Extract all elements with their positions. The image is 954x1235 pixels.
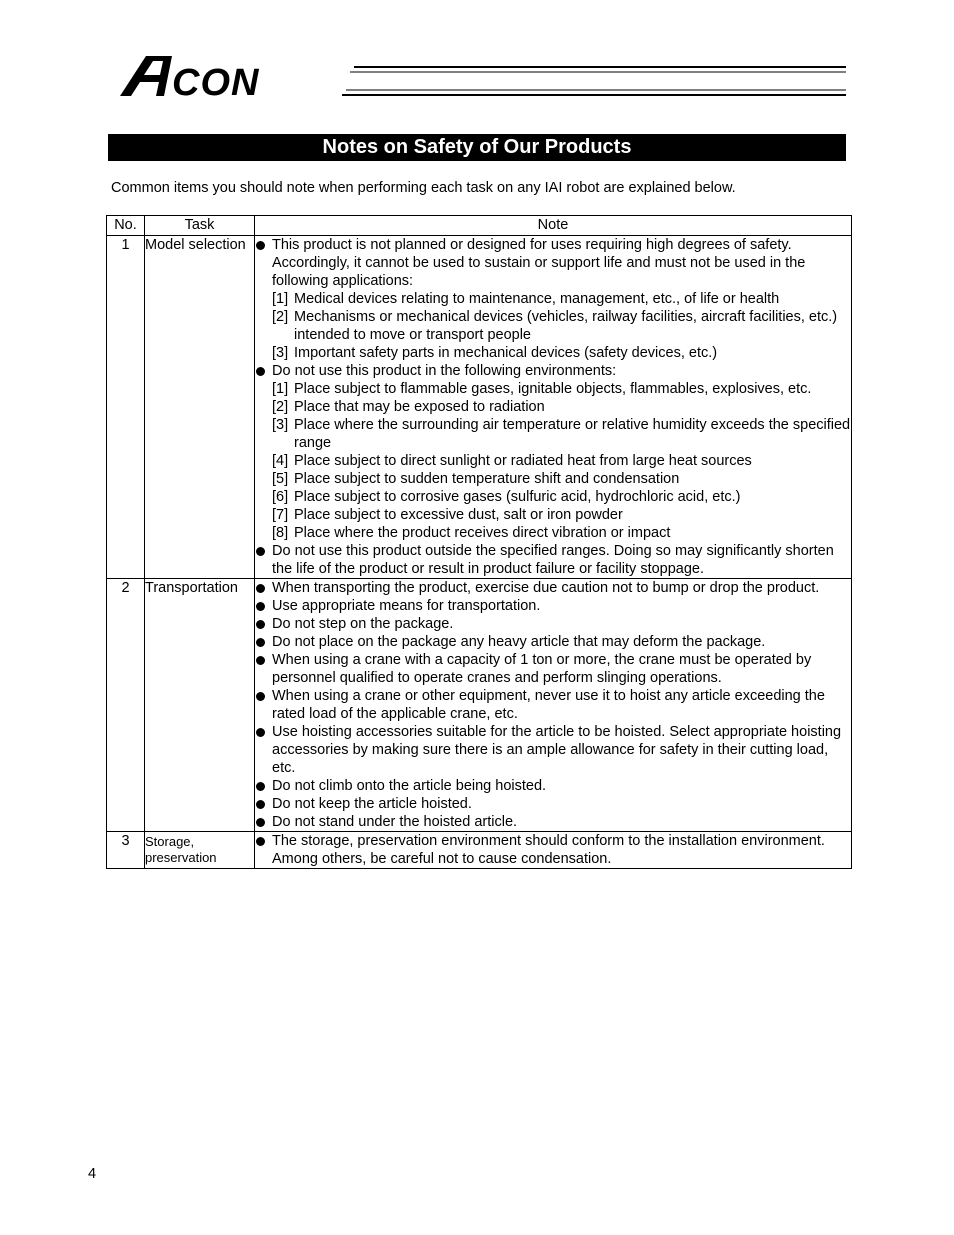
subitem-text: Medical devices relating to maintenance, management, etc., of life or health <box>294 291 780 307</box>
table-row <box>107 832 852 869</box>
subitem-text: Place that may be exposed to radiation <box>294 399 545 415</box>
note-bullet <box>255 813 851 831</box>
bullet-text: Do not keep the article hoisted. <box>272 796 472 812</box>
subitem-number: [6] <box>272 489 289 505</box>
header-rule <box>342 66 846 96</box>
subitem-text: Place subject to sudden temperature shift and condensation <box>294 471 680 487</box>
bullet-text: When using a crane or other equipment, never use it to hoist any article exceeding the rated load of the applicable crane, etc. <box>272 688 825 722</box>
note-subitem <box>255 506 851 524</box>
subitem-number: [1] <box>272 291 289 307</box>
subitem-number: [2] <box>272 309 289 325</box>
subitem-text: Place where the surrounding air temperature or relative humidity exceeds the specified range <box>294 417 851 451</box>
note-subitem <box>255 452 851 470</box>
bullet-text: Do not step on the package. <box>272 616 454 632</box>
subitem-number: [1] <box>272 381 289 397</box>
note-subitem <box>255 344 851 362</box>
subitem-text: Mechanisms or mechanical devices (vehicles, railway facilities, aircraft facilities, etc.) intended to move or transport people <box>294 309 838 343</box>
table-header-row <box>107 216 852 236</box>
bullet-text: Do not place on the package any heavy article that may deform the package. <box>272 634 766 650</box>
note-subitem <box>255 470 851 488</box>
row-task: Model selection <box>145 236 255 579</box>
bullet-dot-icon <box>256 782 265 791</box>
note-subitem <box>255 524 851 542</box>
subitem-number: [8] <box>272 525 289 541</box>
bullet-text: Do not use this product outside the specified ranges. Doing so may significantly shorten the life of the product or result in product failure or facility stoppage. <box>272 543 834 577</box>
subitem-text: Important safety parts in mechanical devices (safety devices, etc.) <box>294 345 718 361</box>
row-note <box>255 236 852 579</box>
svg-text:CON: CON <box>172 62 260 100</box>
note-subitem <box>255 380 851 398</box>
note-bullet <box>255 832 851 868</box>
bullet-text: The storage, preservation environment should conform to the installation environment. Among others, be careful not to cause condensation. <box>272 833 825 867</box>
subitem-text: Place subject to flammable gases, ignitable objects, flammables, explosives, etc. <box>294 381 812 397</box>
subitem-number: [3] <box>272 417 289 433</box>
bullet-dot-icon <box>256 800 265 809</box>
note-bullet <box>255 723 851 777</box>
subitem-number: [7] <box>272 507 289 523</box>
bullet-dot-icon <box>256 602 265 611</box>
page-number: 4 <box>88 1166 97 1182</box>
row-number: 1 <box>107 236 145 579</box>
row-note <box>255 579 852 832</box>
bullet-text: Use appropriate means for transportation. <box>272 598 541 614</box>
header-note: Note <box>255 216 852 236</box>
acon-logo <box>120 52 342 100</box>
bullet-text: When using a crane with a capacity of 1 ton or more, the crane must be operated by personnel qualified to operate cranes and perform slinging operations. <box>272 652 812 686</box>
subitem-text: Place where the product receives direct vibration or impact <box>294 525 671 541</box>
note-subitem <box>255 290 851 308</box>
note-bullet <box>255 777 851 795</box>
bullet-dot-icon <box>256 837 265 846</box>
note-subitem <box>255 308 851 344</box>
subitem-text: Place subject to excessive dust, salt or iron powder <box>294 507 623 523</box>
row-task: Transportation <box>145 579 255 832</box>
row-note <box>255 832 852 869</box>
bullet-dot-icon <box>256 728 265 737</box>
note-bullet <box>255 542 851 578</box>
bullet-dot-icon <box>256 241 265 250</box>
bullet-dot-icon <box>256 818 265 827</box>
note-bullet <box>255 597 851 615</box>
bullet-text: Do not climb onto the article being hoisted. <box>272 778 547 794</box>
table-row <box>107 236 852 579</box>
note-subitem <box>255 416 851 452</box>
header-task: Task <box>145 216 255 236</box>
row-number: 2 <box>107 579 145 832</box>
bullet-text: Use hoisting accessories suitable for the article to be hoisted. Select appropriate hoisting accessories by making sure there is an ample allowance for safety in their cutting load, etc. <box>272 724 842 776</box>
note-bullet <box>255 795 851 813</box>
bullet-dot-icon <box>256 656 265 665</box>
safety-table <box>106 215 852 869</box>
bullet-dot-icon <box>256 584 265 593</box>
bullet-text: When transporting the product, exercise due caution not to bump or drop the product. <box>272 580 820 596</box>
bullet-dot-icon <box>256 638 265 647</box>
note-subitem <box>255 398 851 416</box>
bullet-text: Do not stand under the hoisted article. <box>272 814 518 830</box>
subitem-number: [2] <box>272 399 289 415</box>
row-task: Storage, preservation <box>145 832 255 869</box>
subitem-number: [4] <box>272 453 289 469</box>
bullet-dot-icon <box>256 620 265 629</box>
row-number: 3 <box>107 832 145 869</box>
note-bullet <box>255 687 851 723</box>
note-bullet <box>255 236 851 290</box>
subitem-text: Place subject to direct sunlight or radiated heat from large heat sources <box>294 453 752 469</box>
bullet-dot-icon <box>256 547 265 556</box>
note-bullet <box>255 651 851 687</box>
subitem-number: [5] <box>272 471 289 487</box>
subitem-number: [3] <box>272 345 289 361</box>
table-row <box>107 579 852 832</box>
note-bullet <box>255 633 851 651</box>
note-bullet <box>255 579 851 597</box>
intro-text: Common items you should note when performing each task on any IAI robot are explained below. <box>111 180 736 196</box>
note-bullet <box>255 615 851 633</box>
header-no: No. <box>107 216 145 236</box>
bullet-text: This product is not planned or designed for uses requiring high degrees of safety. Accordingly, it cannot be used to sustain or support life and must not be used in the following applications: <box>272 237 806 289</box>
page-title: Notes on Safety of Our Products <box>108 134 846 161</box>
bullet-dot-icon <box>256 367 265 376</box>
bullet-text: Do not use this product in the following environments: <box>272 363 617 379</box>
bullet-dot-icon <box>256 692 265 701</box>
subitem-text: Place subject to corrosive gases (sulfuric acid, hydrochloric acid, etc.) <box>294 489 741 505</box>
note-bullet <box>255 362 851 380</box>
note-subitem <box>255 488 851 506</box>
